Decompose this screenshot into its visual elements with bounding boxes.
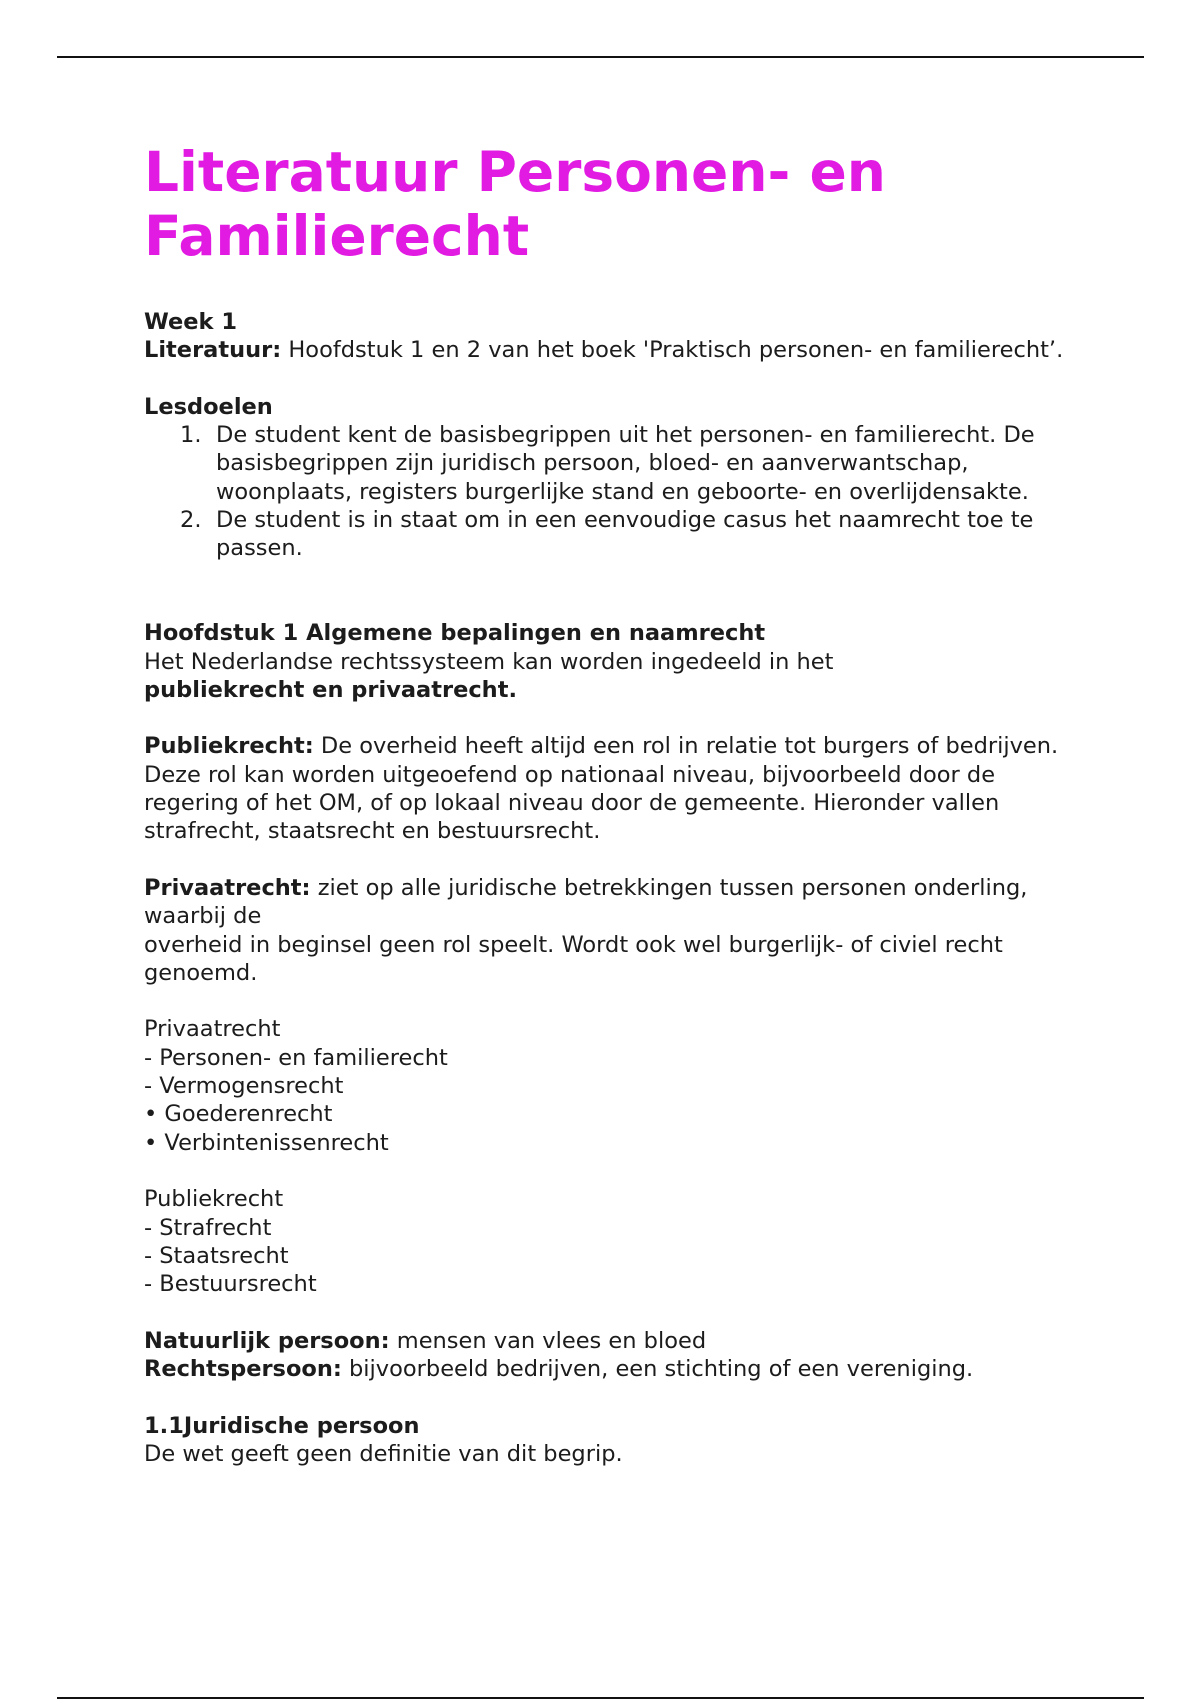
publiekrecht-label: Publiekrecht: [144,733,314,760]
natuurlijk-persoon-line [144,1327,1084,1355]
section-1-1-heading: 1.1Juridische persoon [144,1412,420,1439]
list-item: - Personen- en familierecht [144,1044,448,1071]
goal-number: 1. [180,422,202,449]
week-heading: Week 1 [144,309,237,335]
chapter1-intro: Het Nederlandse rechtssysteem kan worden ingedeeld in het [144,648,834,675]
rechtspersoon-line [144,1355,1084,1383]
literature-text: Hoofdstuk 1 en 2 van het boek 'Praktisch personen- en familierecht’. [281,337,1064,364]
natuurlijk-text: mensen van vlees en bloed [389,1327,707,1354]
publiekrecht-paragraph [144,732,1084,845]
document-body [144,140,1084,1468]
goal-text: De student kent de basisbegrippen uit het personen- en familierecht. De basisbegrippen zijn juridisch persoon, bloed- en aanverwantschap, woonplaats, registers burgerlijke stand en geboorte- en overlijdensakte. [216,422,1035,505]
list-item: - Strafrecht [144,1214,272,1241]
privaatrecht-text-1: ziet op alle juridische betrekkingen tussen personen onderling, waarbij de [144,874,1028,930]
publiek-list-heading: Publiekrecht [144,1186,284,1213]
chapter1-heading: Hoofdstuk 1 Algemene bepalingen en naamrecht [144,620,766,647]
goal-item [180,421,1084,506]
goal-text: De student is in staat om in een eenvoudige casus het naamrecht toe te passen. [216,507,1034,562]
list-item: • Goederenrecht [144,1101,333,1128]
literature-label: Literatuur: [144,337,282,364]
goal-item [180,506,1084,563]
publiekrecht-text: De overheid heeft altijd een rol in relatie tot burgers of bedrijven. Deze rol kan worden uitgeoefend op nationaal niveau, bijvoorbeeld door de regering of het OM, of op lokaal niveau door de gemeente. Hieronder vallen strafrecht, staatsrecht en bestuursrecht. [144,733,1059,845]
goal-number: 2. [180,507,202,534]
list-item: - Staatsrecht [144,1242,289,1269]
list-item: - Vermogensrecht [144,1073,344,1100]
goals-list [144,421,1084,562]
rechtspersoon-text: bijvoorbeeld bedrijven, een stichting of een vereniging. [341,1355,974,1382]
literature-line [144,336,1084,364]
privaat-list-heading: Privaatrecht [144,1016,281,1043]
document-title: Literatuur Personen- en Familierecht [144,140,886,268]
rechtspersoon-label: Rechtspersoon: [144,1355,342,1382]
list-item: - Bestuursrecht [144,1271,317,1298]
privaatrecht-label: Privaatrecht: [144,874,311,901]
privaatrecht-paragraph-line1 [144,874,1084,931]
section-1-1-text: De wet geeft geen definitie van dit begrip. [144,1440,623,1467]
top-rule [57,56,1144,58]
privaatrecht-text-2: overheid in beginsel geen rol speelt. Wordt ook wel burgerlijk- of civiel recht genoemd. [144,931,1003,986]
chapter1-intro-bold: publiekrecht en privaatrecht. [144,676,518,703]
goals-heading: Lesdoelen [144,393,273,420]
natuurlijk-label: Natuurlijk persoon: [144,1327,390,1354]
list-item: • Verbintenissenrecht [144,1129,389,1156]
bottom-rule [57,1697,1144,1699]
